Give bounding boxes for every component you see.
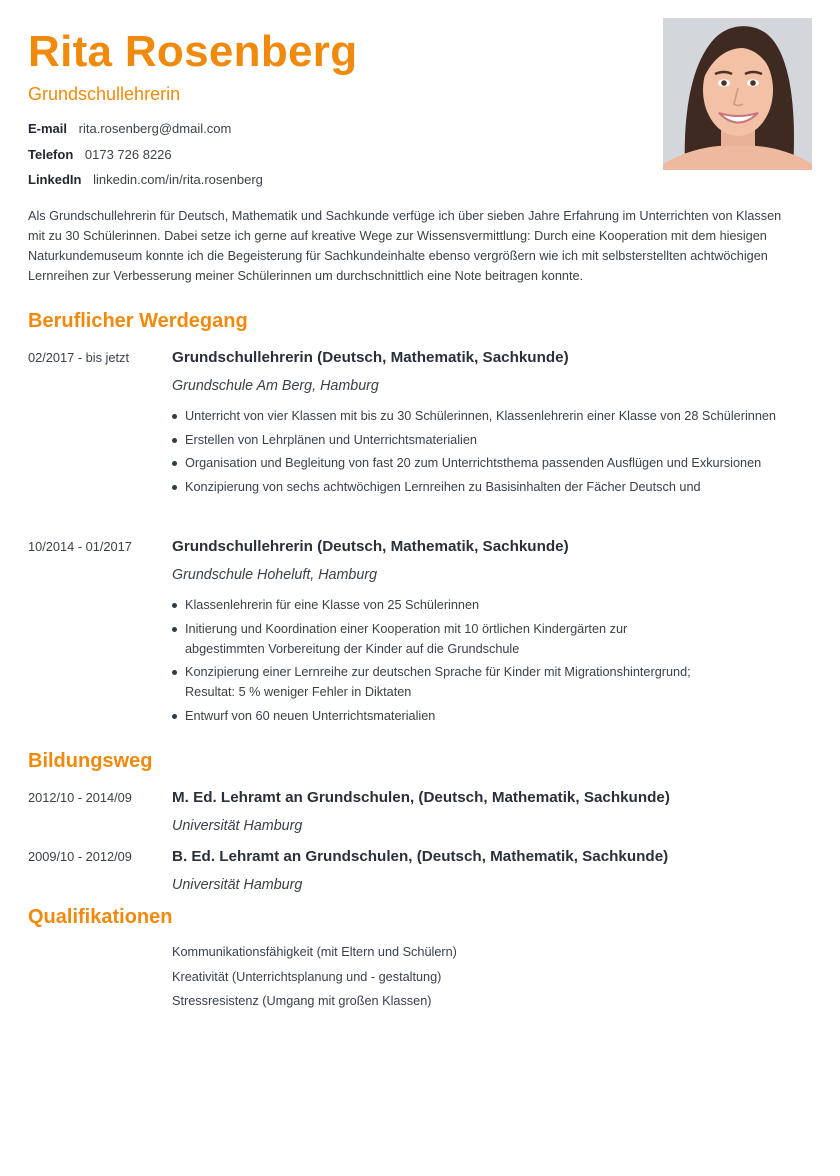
job-1-organization: Grundschule Am Berg, Hamburg: [172, 378, 379, 394]
bullet-dot-icon: [172, 485, 177, 490]
job-2-title: Grundschullehrerin (Deutsch, Mathematik, Sachkunde): [172, 538, 569, 555]
education-2-institution: Universität Hamburg: [172, 877, 303, 893]
job-1-date: 02/2017 - bis jetzt: [28, 350, 130, 365]
portrait-illustration: [663, 18, 812, 170]
list-item: Kreativität (Unterrichtsplanung und - gestaltung): [172, 969, 442, 984]
list-item: [172, 430, 792, 450]
contact-email-value: rita.rosenberg@dmail.com: [78, 121, 232, 136]
contact-linkedin-value: linkedin.com/in/rita.rosenberg: [93, 172, 263, 187]
profile-summary: Als Grundschullehrerin für Deutsch, Mathematik und Sachkunde verfüge ich über sieben Jahre Erfahrung im Unterrichten von Klassen mit zu 30 Schülerinnen. Dabei setze ich gerne auf kreative Wege zur Wissensvermittlung: Durch eine Kooperation mit dem hiesigen Naturkundemuseum konnte ich die Begeisterung für Sachkundeinhalte ebenso vergrößern wie ich mit selbsterstellten achtwöchigen Lernreihen zur Verbesserung meiner Schülerinnen um durchschnittlich eine Note beitragen konnte.: [28, 209, 782, 283]
list-item: [172, 619, 792, 659]
section-title-education: Bildungsweg: [28, 750, 153, 772]
job-1-title: Grundschullehrerin (Deutsch, Mathematik, Sachkunde): [172, 349, 569, 366]
task-text: Klassenlehrerin für eine Klasse von 25 Schülerinnen: [185, 598, 480, 612]
task-text: Konzipierung von sechs achtwöchigen Lernreihen zu Basisinhalten der Fächer Deutsch und: [185, 479, 701, 494]
list-item: [172, 706, 792, 726]
job-2-organization: Grundschule Hoheluft, Hamburg: [172, 567, 378, 583]
education-2-date: 2009/10 - 2012/09: [28, 849, 132, 864]
task-text: Konzipierung einer Lernreihe zur deutschen Sprache für Kinder mit Migrationshintergrund; Resultat: 5 % weniger Fehler in Diktaten: [185, 665, 691, 699]
contact-phone-label: Telefon: [28, 146, 74, 162]
contact-list: [28, 121, 263, 198]
bullet-dot-icon: [172, 438, 177, 443]
task-text: Entwurf von 60 neuen Unterrichtsmaterialien: [185, 708, 436, 723]
list-item: [172, 477, 792, 497]
qualification-list: [172, 942, 457, 1016]
bullet-dot-icon: [172, 414, 177, 419]
profile-photo: [663, 18, 812, 170]
section-title-experience: Beruflicher Werdegang: [28, 310, 248, 332]
contact-phone-value: 0173 726 8226: [84, 146, 172, 162]
task-text: Erstellen von Lehrplänen und Unterrichtsmaterialien: [185, 432, 477, 447]
bullet-dot-icon: [172, 714, 177, 719]
contact-phone: [28, 147, 263, 173]
bullet-dot-icon: [172, 603, 177, 608]
task-text: Organisation und Begleitung von fast 20 zum Unterrichtsthema passenden Ausflügen und Exkursionen: [185, 456, 762, 470]
bullet-dot-icon: [172, 670, 177, 675]
section-title-qualifications: Qualifikationen: [28, 906, 173, 928]
job-1-tasks: [172, 406, 792, 500]
contact-linkedin: [28, 172, 263, 198]
contact-linkedin-label: LinkedIn: [28, 172, 82, 187]
education-1-institution: Universität Hamburg: [172, 818, 303, 834]
job-title: Grundschullehrerin: [28, 84, 181, 104]
list-item: [172, 595, 792, 615]
contact-email: [28, 121, 263, 147]
task-text: Initierung und Koordination einer Kooperation mit 10 örtlichen Kindergärten zur abgestimmten Vorbereitung der Kinder auf die Grundschule: [185, 621, 628, 656]
education-1-date: 2012/10 - 2014/09: [28, 790, 132, 805]
list-item: Stressresistenz (Umgang mit großen Klassen): [172, 994, 432, 1008]
list-item: [172, 453, 792, 473]
education-2-degree: B. Ed. Lehramt an Grundschulen, (Deutsch, Mathematik, Sachkunde): [172, 848, 669, 865]
list-item: [172, 662, 792, 702]
list-item: Kommunikationsfähigkeit (mit Eltern und Schülern): [172, 945, 457, 959]
task-text: Unterricht von vier Klassen mit bis zu 30 Schülerinnen, Klassenlehrerin einer Klasse von 28 Schülerinnen: [185, 409, 776, 423]
list-item: [172, 406, 792, 426]
job-2-tasks: [172, 595, 792, 729]
bullet-dot-icon: [172, 461, 177, 466]
education-1-degree: M. Ed. Lehramt an Grundschulen, (Deutsch, Mathematik, Sachkunde): [172, 789, 670, 806]
bullet-dot-icon: [172, 627, 177, 632]
candidate-name: Rita Rosenberg: [28, 27, 358, 76]
job-2-date: 10/2014 - 01/2017: [28, 539, 132, 554]
contact-email-label: E-mail: [28, 121, 68, 136]
